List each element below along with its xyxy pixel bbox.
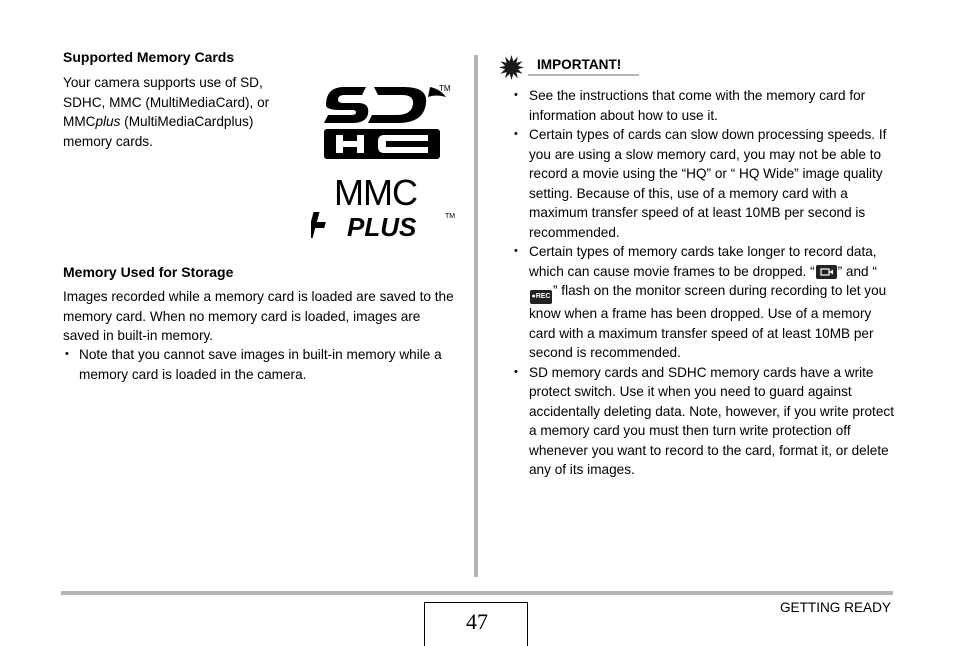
section-name: GETTING READY [779,600,891,615]
list-item: • See the instructions that come with the memory card for information about how to use it. [499,86,894,125]
important-underline [528,74,639,76]
important-header [499,55,894,81]
important-section [499,55,894,480]
supported-text-part-1: Your camera supports use of SD, SDHC, MMC (MultiMediaCard), or MMC [63,75,270,129]
bullet-3-text-b: ” and “ [837,263,877,279]
important-bullet-list [499,86,894,480]
storage-bullet-list [63,345,455,384]
mmc-plus-logo [311,173,457,241]
storage-text: Images recorded while a memory card is loaded are saved to the memory card. When no memory card is loaded, images are saved in built-in memory. [63,289,454,343]
page-number: 47 [466,609,488,634]
storage-heading: Memory Used for Storage [63,264,234,280]
list-item: • Note that you cannot save images in built-in memory while a memory card is loaded in the camera. [63,345,455,384]
page-number-box [424,602,528,646]
rec-indicator-icon: ●REC [530,290,552,304]
supported-cards-text [63,73,293,151]
list-item: • SD memory cards and SDHC memory cards have a write protect switch. Use it when you need to guard against accidentally deleting data. Note, however, if you write protect a memory card you must then turn write protection off whenever you want to record to the card, format it, or delete any of its images. [499,363,894,480]
sdhc-tm: TM [439,84,451,93]
bullet-3-text-a: Certain types of memory cards take longer to record data, which can cause movie frames to be dropped. “ [529,244,877,279]
footer-divider [61,591,893,595]
movie-camera-icon [816,265,837,279]
supported-text-italic: plus [95,114,121,129]
supported-text-part-2: (MultiMediaCardplus) memory cards. [63,114,254,149]
mmc-text: MMC [334,173,417,213]
column-divider [474,55,478,577]
important-label: IMPORTANT! [537,57,622,72]
left-column [63,48,456,382]
mmc-tm: TM [445,213,456,220]
list-item: • Certain types of cards can slow down processing speeds. If you are using a slow memory card, you may not be able to record a movie using the “HQ” or “ HQ Wide” image quality setting. Because of this, use of a memory card with a maximum transfer speed of at least 10MB per second is recommended. [499,125,894,242]
list-item [499,242,894,363]
bullet-3-text-c: ” flash on the monitor screen during recording to let you know when a frame has been dropped. Use of a memory card with a maximum transfer speed of at least 10MB per second is recommended. [529,283,887,360]
sdhc-logo [322,81,456,161]
plus-text: PLUS [347,212,417,241]
supported-cards-heading: Supported Memory Cards [63,49,235,65]
important-burst-icon [499,55,524,80]
